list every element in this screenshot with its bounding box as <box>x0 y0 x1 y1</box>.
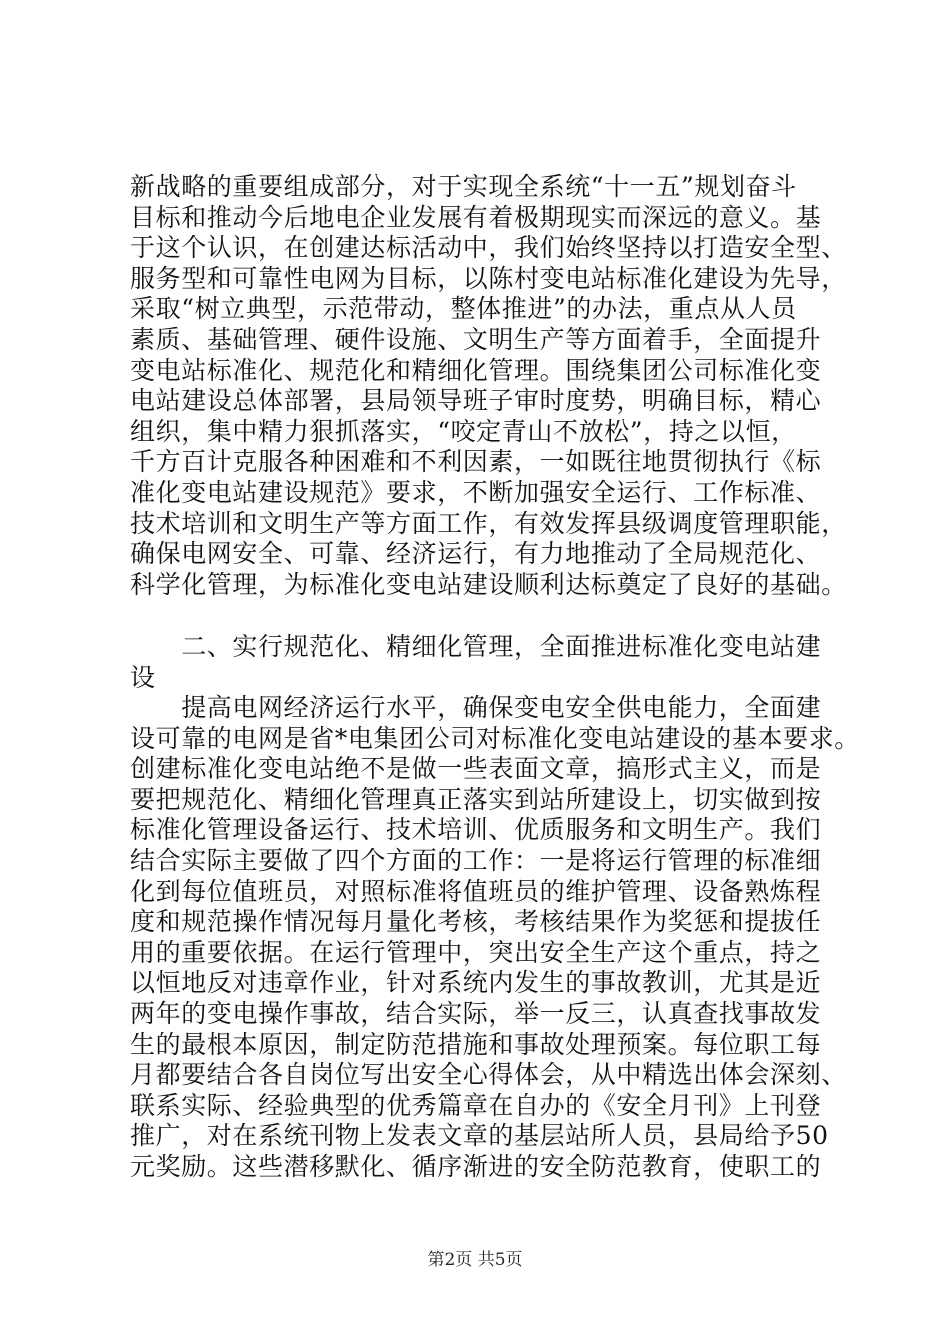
text-line: 于这个认识，在创建达标活动中，我们始终坚持以打造安全型、 <box>130 233 847 263</box>
text-line: 目标和推动今后地电企业发展有着极期现实而深远的意义。基 <box>130 202 822 232</box>
text-line: 采取“树立典型，示范带动，整体推进”的办法，重点从人员 <box>130 294 797 324</box>
text-line: 标准化管理设备运行、技术培训、优质服务和文明生产。我们 <box>130 815 822 845</box>
text-line: 月都要结合各自岗位写出安全心得体会，从中精选出体会深刻、 <box>130 1060 847 1090</box>
paragraph-1 <box>130 172 847 600</box>
page-footer: 第2页 共5页 <box>427 1250 523 1270</box>
text-line: 联系实际、经验典型的优秀篇章在自办的《安全月刊》上刊登 <box>130 1090 822 1120</box>
text-line: 二、实行规范化、精细化管理，全面推进标准化变电站建 <box>130 632 822 661</box>
text-line: 推广，对在系统刊物上发表文章的基层站所人员，县局给予50 <box>130 1121 829 1151</box>
text-line: 电站建设总体部署，县局领导班子审时度势，明确目标，精心 <box>130 386 822 416</box>
text-line: 千方百计克服各种困难和不利因素，一如既往地贯彻执行《标 <box>130 447 822 477</box>
text-line: 科学化管理，为标准化变电站建设顺利达标奠定了良好的基础。 <box>130 569 847 599</box>
text-line: 以恒地反对违章作业，针对系统内发生的事故教训，尤其是近 <box>130 968 822 998</box>
text-line: 设 <box>130 662 156 692</box>
text-line: 确保电网安全、可靠、经济运行，有力地推动了全局规范化、 <box>130 539 822 569</box>
text-line: 要把规范化、精细化管理真正落实到站所建设上，切实做到按 <box>130 784 822 814</box>
text-line: 变电站标准化、规范化和精细化管理。围绕集团公司标准化变 <box>130 355 822 385</box>
text-line: 化到每位值班员，对照标准将值班员的维护管理、设备熟炼程 <box>130 876 822 906</box>
section-heading <box>130 632 830 693</box>
text-line: 技术培训和文明生产等方面工作，有效发挥县级调度管理职能， <box>130 508 847 538</box>
text-line: 两年的变电操作事故，结合实际，举一反三，认真查找事故发 <box>130 998 822 1028</box>
text-line: 度和规范操作情况每月量化考核，考核结果作为奖惩和提拔任 <box>130 907 822 937</box>
text-line: 生的最根本原因，制定防范措施和事故处理预案。每位职工每 <box>130 1029 822 1059</box>
text-line: 用的重要依据。在运行管理中，突出安全生产这个重点，持之 <box>130 937 822 967</box>
text-line: 创建标准化变电站绝不是做一些表面文章，搞形式主义，而是 <box>130 754 822 784</box>
text-line: 素质、基础管理、硬件设施、文明生产等方面着手，全面提升 <box>130 324 822 354</box>
text-line: 准化变电站建设规范》要求，不断加强安全运行、工作标准、 <box>130 477 822 507</box>
paragraph-2 <box>130 693 860 1183</box>
text-line: 设可靠的电网是省*电集团公司对标准化变电站建设的基本要求。 <box>130 723 860 753</box>
text-line: 新战略的重要组成部分，对于实现全系统“十一五”规划奋斗 <box>130 172 797 201</box>
text-line: 元奖励。这些潜移默化、循序渐进的安全防范教育，使职工的 <box>130 1151 822 1181</box>
text-line: 服务型和可靠性电网为目标，以陈村变电站标准化建设为先导， <box>130 263 847 293</box>
text-line: 组织，集中精力狠抓落实，“咬定青山不放松”，持之以恒， <box>130 416 797 446</box>
text-line: 结合实际主要做了四个方面的工作：一是将运行管理的标准细 <box>130 845 822 875</box>
text-line: 提高电网经济运行水平，确保变电安全供电能力，全面建 <box>130 693 822 722</box>
